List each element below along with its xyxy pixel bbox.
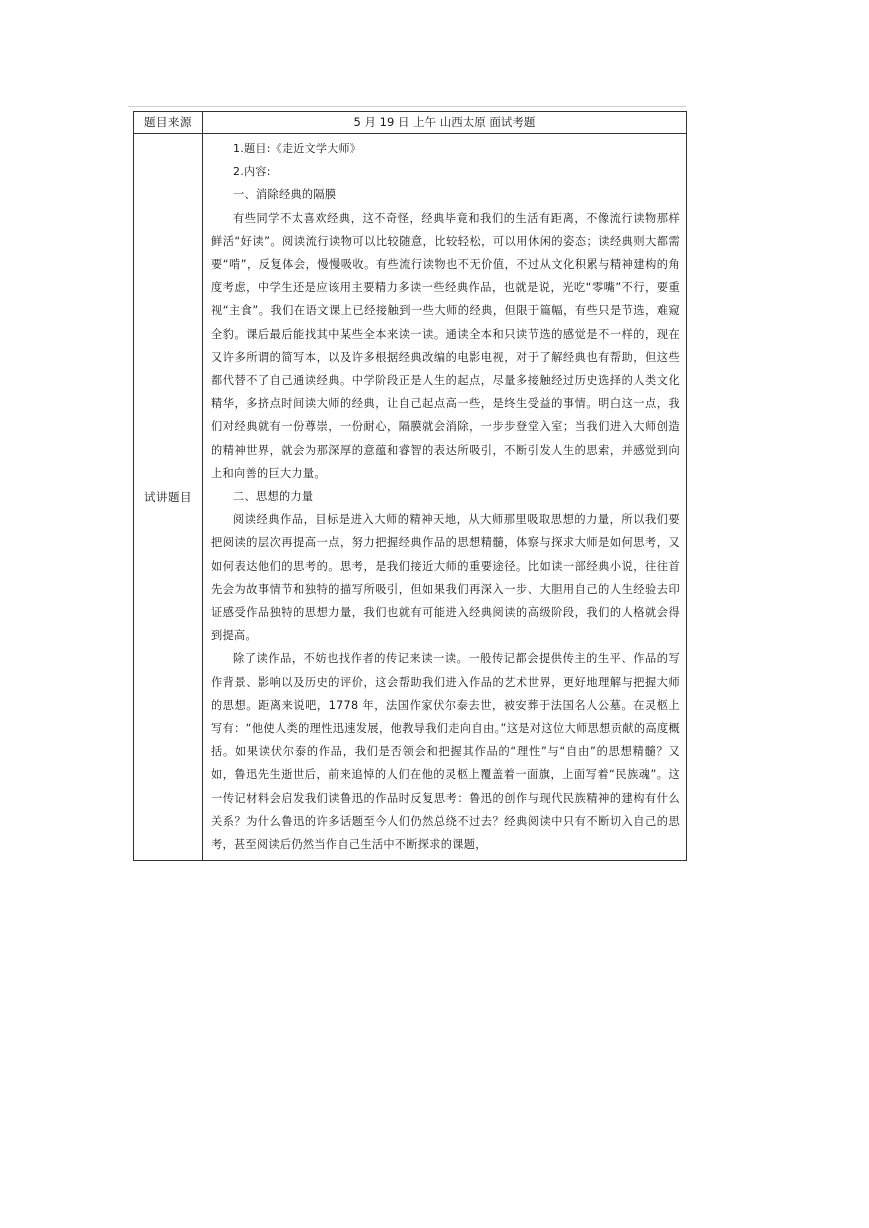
source-value: 5 月 19 日 上午 山西太原 面试考题 bbox=[203, 112, 687, 134]
content-tail-spacer bbox=[211, 856, 680, 860]
topic-content bbox=[203, 134, 686, 860]
section-2-heading: 二、思想的力量 bbox=[233, 490, 314, 504]
source-row bbox=[134, 112, 687, 134]
paragraph-3: 除了读作品，不妨也找作者的传记来读一读。一般传记都会提供传主的生平、作品的写作背景、影响以及历史的评价，这会帮助我们进入作品的艺术世界，更好地理解与把握大师的思想。距离来说吧，1778 年，法国作家伏尔泰去世，被安葬于法国名人公墓。在灵柩上写有：“他使人类的理性迅速发展，他教导我们走向自由。”这是对这位大师思想贡献的高度概括。如果读伏尔泰的作品，我们是否领会和把握其作品的“理性”与“自由”的思想精髓？又如，鲁迅先生逝世后，前来追悼的人们在他的灵柩上覆盖着一面旗，上面写着“民族魂”。这一传记材料会启发我们读鲁迅的作品时反复思考：鲁迅的创作与现代民族精神的建构有什么关系？为什么鲁迅的许多话题至今人们仍然总绕不过去？经典阅读中只有不断切入自己的思考，甚至阅读后仍然当作自己生活中不断探求的课题， bbox=[211, 652, 680, 852]
source-label: 题目来源 bbox=[134, 112, 203, 134]
topic-content-line: 2.内容: bbox=[233, 165, 271, 179]
section-1-heading: 一、消除经典的隔膜 bbox=[233, 188, 337, 202]
top-rule bbox=[128, 106, 686, 107]
exam-table bbox=[133, 111, 687, 861]
paragraph-2: 阅读经典作品，目标是进入大师的精神天地，从大师那里吸取思想的力量，所以我们要把阅读的层次再提高一点，努力把握经典作品的思想精髓，体察与探求大师是如何思考，又如何表达他们的思考的。思考，是我们接近大师的重要途径。比如读一部经典小说，往往首先会为故事情节和独特的描写所吸引，但如果我们再深入一步、大胆用自己的人生经验去印证感受作品独特的思想力量，我们也就有可能进入经典阅读的高级阶段，我们的人格就会得到提高。 bbox=[211, 513, 680, 643]
topic-row bbox=[134, 134, 687, 861]
topic-title-line: 1.题目:《走近文学大师》 bbox=[233, 142, 362, 155]
topic-content-cell bbox=[203, 134, 687, 861]
topic-label: 试讲题目 bbox=[134, 134, 203, 861]
paragraph-1: 有些同学不太喜欢经典，这不奇怪，经典毕竟和我们的生活有距离，不像流行读物那样鲜活“好读”。阅读流行读物可以比较随意，比较轻松，可以用休闲的姿态；读经典则大都需要“啃”，反复体会，慢慢吸收。有些流行读物也不无价值，不过从文化积累与精神建构的角度考虑，中学生还是应该用主要精力多读一些经典作品，也就是说，光吃“零嘴”不行，要重视“主食”。我们在语文课上已经接触到一些大师的经典，但限于篇幅，有些只是节选，难窥全豹。课后最后能找其中某些全本来读一读。通读全本和只读节选的感觉是不一样的，现在又许多所谓的简写本，以及许多根据经典改编的电影电视，对于了解经典也有帮助，但这些都代替不了自己通读经典。中学阶段正是人生的起点，尽量多接触经过历史选择的人类文化精华，多挤点时间读大师的经典，让自己起点高一些，是终生受益的事情。明白这一点，我们对经典就有一份尊崇，一份耐心，隔膜就会消除，一步步登堂入室；当我们进入大师创造的精神世界，就会为那深厚的意蕴和睿智的表达所吸引，不断引发人生的思索，并感觉到向上和向善的巨大力量。 bbox=[211, 211, 680, 480]
